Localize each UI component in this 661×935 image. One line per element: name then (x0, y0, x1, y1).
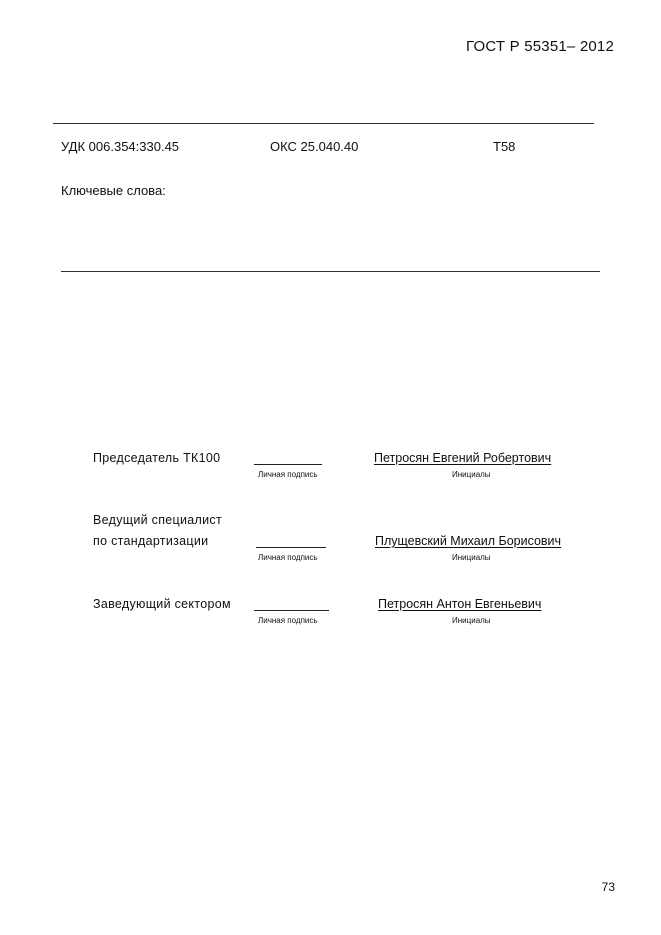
keywords-label: Ключевые слова: (61, 183, 166, 198)
bottom-divider (61, 271, 600, 272)
signer-name: Плущевский Михаил Борисович (375, 534, 562, 548)
top-divider (53, 123, 594, 124)
initials-caption: Инициалы (452, 616, 491, 625)
signature-line (254, 610, 329, 611)
signature-caption: Личная подпись (258, 616, 318, 625)
signature-caption: Личная подпись (258, 553, 318, 562)
page-number: 73 (601, 880, 615, 894)
initials-caption: Инициалы (452, 553, 491, 562)
oks-code: ОКС 25.040.40 (270, 139, 359, 154)
role-label: Председатель ТК100 (93, 451, 221, 465)
initials-caption: Инициалы (452, 470, 491, 479)
signature-line (254, 464, 322, 465)
group-code: Т58 (493, 139, 516, 154)
signer-name: Петросян Евгений Робертович (374, 451, 552, 465)
role-label: Ведущий специалист (93, 513, 222, 527)
role-label: Заведующий сектором (93, 597, 231, 611)
udk-code: УДК 006.354:330.45 (61, 139, 180, 154)
standard-header: ГОСТ Р 55351– 2012 (466, 38, 614, 55)
signer-name: Петросян Антон Евгеньевич (378, 597, 542, 611)
signature-caption: Личная подпись (258, 470, 318, 479)
role-label-line2: по стандартизации (93, 534, 209, 548)
signature-line (256, 547, 326, 548)
